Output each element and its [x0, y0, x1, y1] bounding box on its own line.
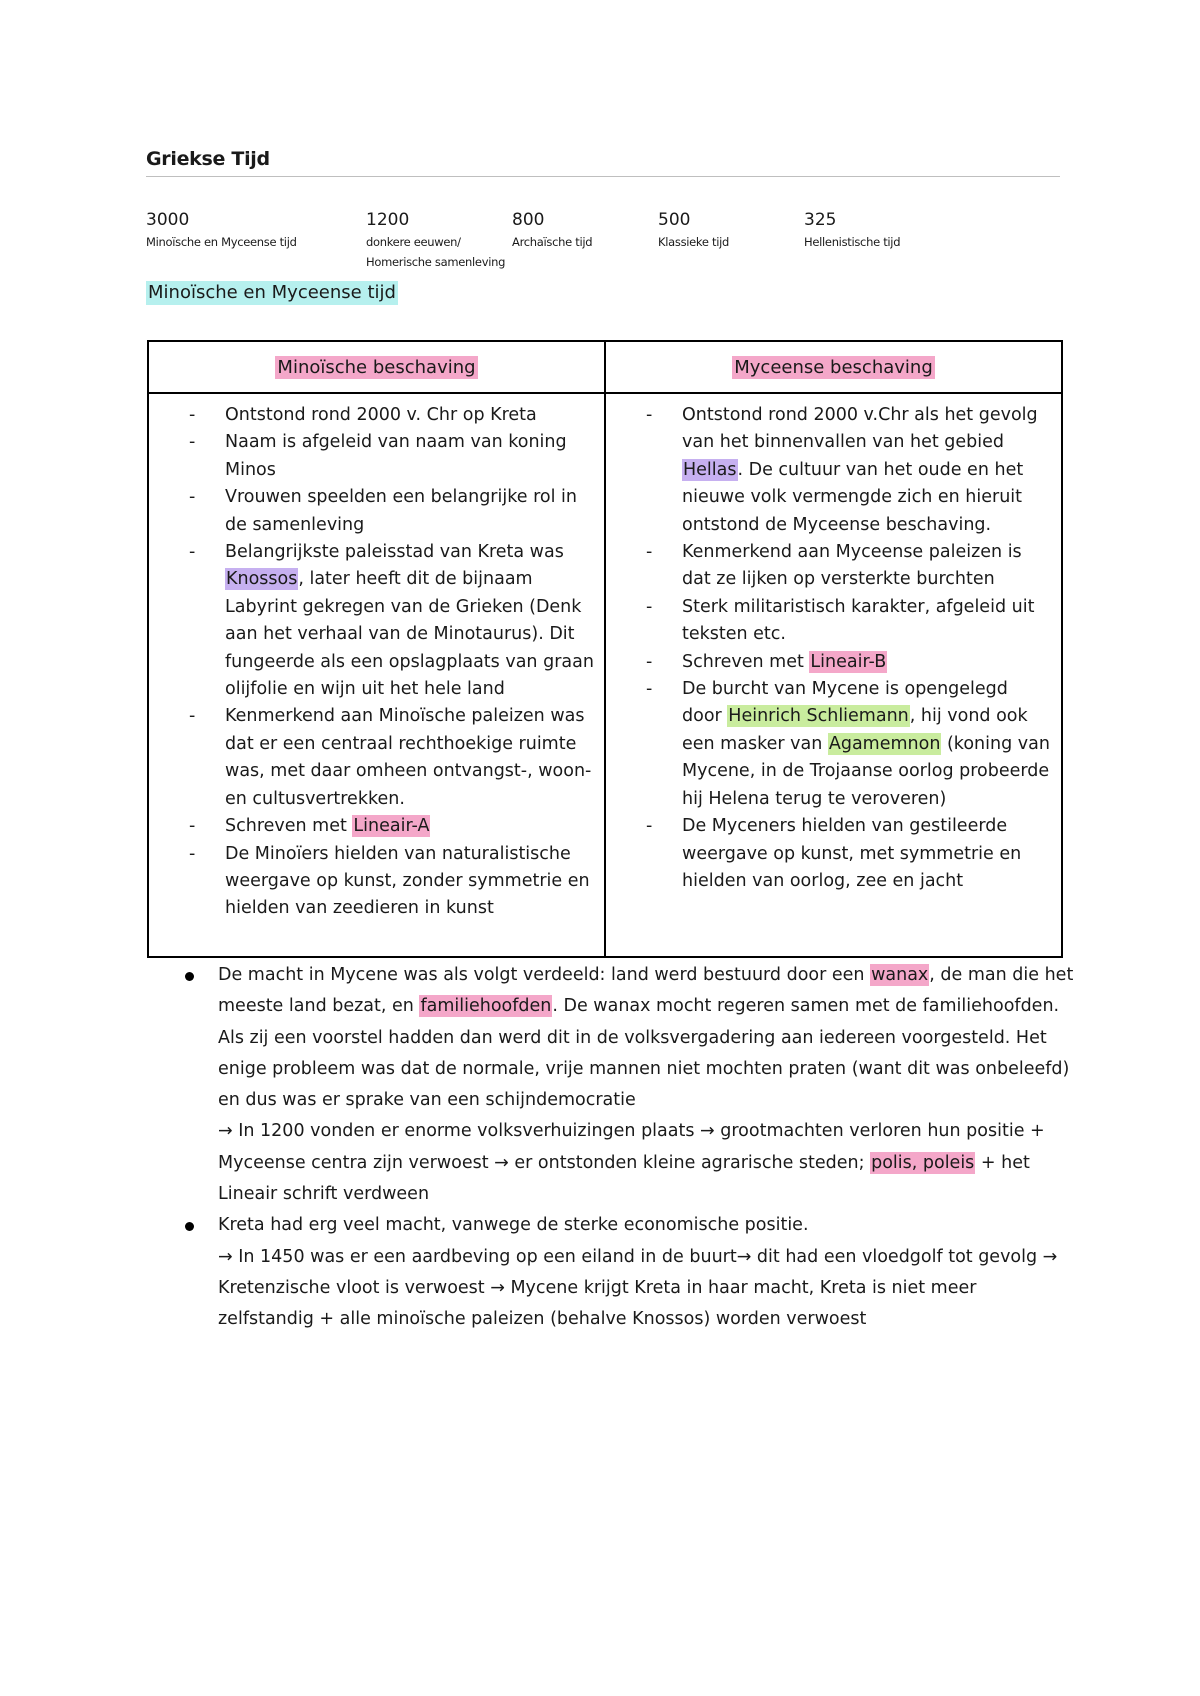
list-item: [189, 402, 594, 429]
bullet-paragraph: [218, 1116, 1076, 1210]
list-item: [646, 813, 1051, 895]
table-header-minoan: [148, 341, 605, 393]
text-run: Kenmerkend aan Minoïsche paleizen was dat er een centraal rechthoekige ruimte was, met daar omheen ontvangst-, woon- en cultusvertrekken.: [225, 706, 592, 809]
timeline-label: Klassieke tijd: [658, 235, 730, 249]
minoan-list: [189, 402, 594, 923]
timeline-year: 800: [512, 210, 545, 230]
text-run: Ontstond rond 2000 v.Chr als het gevolg van het binnenvallen van het gebied: [682, 405, 1038, 453]
highlighted-term: Heinrich Schliemann: [728, 706, 909, 727]
highlighted-term: polis, poleis: [871, 1152, 975, 1173]
text-run: (koning van Mycene, in de Trojaanse oorlog probeerde hij Helena terug te veroveren): [682, 733, 1050, 809]
header-label: Myceense beschaving: [734, 356, 933, 378]
highlighted-term: Knossos: [226, 569, 298, 590]
list-item: [646, 594, 1051, 649]
list-item: [189, 841, 594, 923]
text-run: Vrouwen speelden een belangrijke rol in de samenleving: [225, 487, 577, 535]
bullet-paragraph: [218, 1210, 1076, 1241]
text-run: Belangrijkste paleisstad van Kreta was: [225, 542, 564, 563]
list-item: [189, 539, 594, 703]
list-item: [646, 539, 1051, 594]
timeline-year: 3000: [146, 210, 190, 230]
text-run: . De wanax mocht regeren samen met de familiehoofden. Als zij een voorstel hadden dan werd dit in de volksvergadering aan iedereen voorgesteld. Het enige probleem was dat de normale, vrije mannen niet mochten praten (want dit was onbeleefd) en dus was er sprake van een schijndemocratie: [218, 996, 1070, 1111]
list-item: [189, 429, 594, 484]
table-cell-mycenaean: [605, 393, 1062, 957]
text-run: + het Lineair schrift verdween: [218, 1152, 1030, 1205]
timeline-year: 500: [658, 210, 691, 230]
text-run: Kenmerkend aan Myceense paleizen is dat ze lijken op versterkte burchten: [682, 542, 1022, 590]
text-run: De burcht van Mycene is opengelegd door: [682, 679, 1008, 727]
timeline-label: Hellenistische tijd: [804, 235, 901, 249]
text-run: Sterk militaristisch karakter, afgeleid uit teksten etc.: [682, 596, 1035, 645]
timeline-label: Archaïsche tijd: [512, 235, 593, 249]
highlighted-term: Agamemnon: [828, 733, 941, 754]
list-item: [646, 649, 1051, 676]
bullet-paragraph: [218, 1242, 1076, 1336]
text-run: De Minoïers hielden van naturalistische weergave op kunst, zonder symmetrie en hielden van zeedieren in kunst: [225, 843, 590, 919]
text-run: Naam is afgeleid van naam van koning Minos: [225, 432, 567, 480]
mycenaean-list: [646, 402, 1051, 895]
text-run: Kreta had erg veel macht, vanwege de sterke economische positie.: [218, 1215, 809, 1236]
list-item: [646, 676, 1051, 813]
text-run: → In 1450 was er een aardbeving op een eiland in de buurt→ dit had een vloedgolf tot gevolg → Kretenzische vloot is verwoest → Mycene krijgt Kreta in haar macht, Kreta is niet meer zelfstandig + alle minoïsche paleizen (behalve Knossos) worden verwoest: [218, 1246, 1058, 1330]
table-cell-minoan: [148, 393, 605, 957]
highlighted-term: Lineair-A: [353, 816, 430, 837]
list-item: [189, 813, 594, 840]
table-header-mycenaean: [605, 341, 1062, 393]
list-item: [189, 484, 594, 539]
text-run: , later heeft dit de bijnaam Labyrint gekregen van de Grieken (Denk aan het verhaal van de Minotaurus). Dit fungeerde als een opslagplaats van graan olijfolie en wijn uit het hele land: [225, 569, 594, 700]
page-title: Griekse Tijd: [146, 148, 1060, 177]
timeline-item: [658, 210, 729, 252]
highlighted-term: familiehoofden: [420, 996, 552, 1017]
text-run: De macht in Mycene was als volgt verdeeld: land werd bestuurd door een: [218, 965, 871, 985]
text-run: , hij vond ook een masker van: [682, 706, 1028, 754]
text-run: Schreven met: [682, 651, 810, 672]
section-heading: Minoïsche en Myceense tijd: [148, 282, 396, 303]
timeline-item: [512, 210, 592, 252]
highlighted-term: Hellas: [683, 459, 737, 480]
text-run: De Myceners hielden van gestileerde weergave op kunst, met symmetrie en hielden van oorlog, zee en jacht: [682, 816, 1022, 891]
timeline-item: [366, 210, 505, 272]
list-item: [646, 402, 1051, 539]
header-label: Minoïsche beschaving: [277, 356, 476, 378]
timeline-item: [146, 210, 297, 252]
highlighted-term: wanax: [871, 965, 929, 985]
bullet-item: [146, 1210, 1076, 1335]
text-run: Ontstond rond 2000 v. Chr op Kreta: [225, 405, 537, 425]
text-run: , de man die het meeste land bezat, en: [218, 965, 1074, 1017]
text-run: . De cultuur van het oude en het nieuwe volk vermengde zich en hieruit ontstond de Myceense beschaving.: [682, 459, 1024, 535]
bullet-list: [146, 960, 1076, 1336]
text-run: Schreven met: [225, 816, 353, 837]
timeline-item: [804, 210, 900, 252]
timeline-year: 1200: [366, 210, 410, 230]
text-run: → In 1200 vonden er enorme volksverhuizingen plaats → grootmachten verloren hun positie + Myceense centra zijn verwoest → er ontstonden kleine agrarische steden;: [218, 1121, 1045, 1173]
bullet-item: [146, 960, 1076, 1210]
bullet-paragraph: [218, 960, 1076, 1116]
list-item: [189, 703, 594, 813]
timeline: [146, 210, 1060, 270]
comparison-table: [147, 340, 1063, 958]
timeline-label: donkere eeuwen/ Homerische samenleving: [366, 235, 506, 269]
timeline-year: 325: [804, 210, 837, 230]
timeline-label: Minoïsche en Myceense tijd: [146, 235, 297, 249]
highlighted-term: Lineair-B: [810, 651, 887, 672]
